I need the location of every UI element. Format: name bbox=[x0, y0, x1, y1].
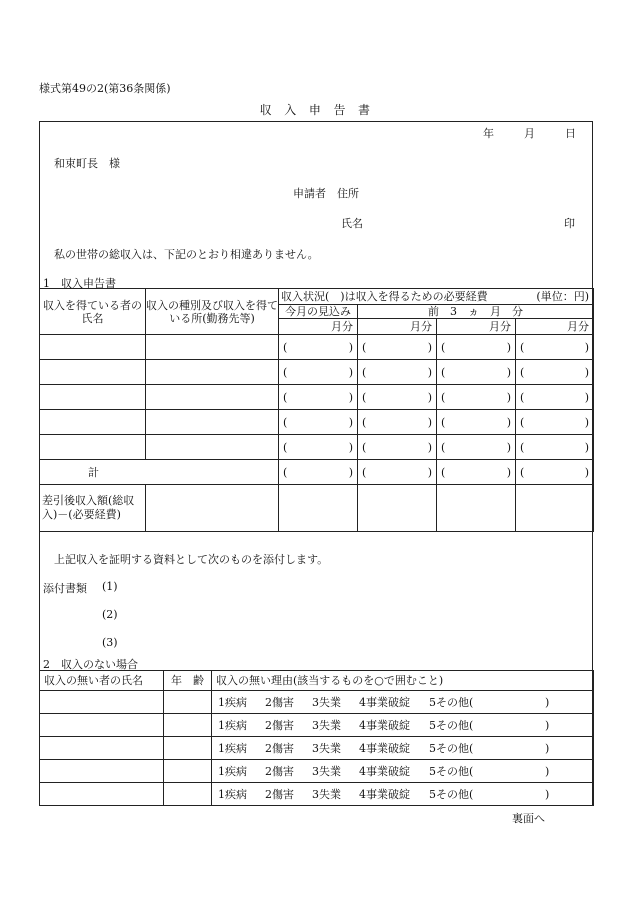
reason-illness[interactable]: 1疾病 bbox=[218, 764, 247, 778]
section1-heading: 1 収入申告書 bbox=[43, 277, 116, 290]
declaration-text: 私の世帯の総収入は、下記のとおり相違ありません。 bbox=[54, 248, 319, 261]
paren-open: ( bbox=[441, 440, 446, 454]
reason-business-failure[interactable]: 4事業破綻 bbox=[359, 764, 410, 778]
no-income-name-cell[interactable] bbox=[40, 760, 164, 783]
paren-open: ( bbox=[441, 465, 446, 479]
earner-name-cell[interactable] bbox=[40, 335, 146, 360]
net-income-row bbox=[40, 485, 594, 532]
document-title: 収 入 申 告 書 bbox=[259, 103, 371, 117]
no-income-name-cell[interactable] bbox=[40, 691, 164, 714]
paren-open: ( bbox=[441, 390, 446, 404]
paren-close: ) bbox=[348, 440, 353, 454]
reason-unemployment[interactable]: 3失業 bbox=[312, 718, 341, 732]
attachment-item-3[interactable]: (3) bbox=[102, 636, 118, 649]
amount-cell[interactable] bbox=[516, 435, 594, 460]
paren-open: ( bbox=[520, 340, 525, 354]
income-type-cell[interactable] bbox=[146, 435, 279, 460]
table-row bbox=[40, 691, 594, 714]
reason-options[interactable] bbox=[212, 783, 594, 806]
reason-other-close: ) bbox=[545, 764, 550, 778]
total-amount-cell[interactable] bbox=[516, 460, 594, 485]
reason-injury[interactable]: 2傷害 bbox=[265, 741, 294, 755]
amount-cell[interactable] bbox=[358, 335, 437, 360]
amount-cell[interactable] bbox=[279, 435, 358, 460]
col-income-type: 収入の種別及び収入を得ている所(勤務先等) bbox=[146, 289, 279, 335]
paren-close: ) bbox=[506, 340, 511, 354]
month-header: 月分 bbox=[516, 319, 594, 335]
earner-name-cell[interactable] bbox=[40, 385, 146, 410]
net-income-label: 差引後収入額(総収入)－(必要経費) bbox=[40, 485, 146, 532]
income-type-cell[interactable] bbox=[146, 335, 279, 360]
paren-close: ) bbox=[427, 340, 432, 354]
attachment-label: 添付書類 bbox=[43, 582, 87, 595]
reason-unemployment[interactable]: 3失業 bbox=[312, 787, 341, 801]
paren-open: ( bbox=[520, 365, 525, 379]
total-amount-cell[interactable] bbox=[358, 460, 437, 485]
paren-open: ( bbox=[283, 365, 288, 379]
no-income-name-cell[interactable] bbox=[40, 714, 164, 737]
paren-close: ) bbox=[506, 390, 511, 404]
paren-close: ) bbox=[348, 340, 353, 354]
no-income-name-cell[interactable] bbox=[40, 737, 164, 760]
reason-other[interactable]: 5その他( bbox=[429, 764, 474, 778]
income-type-cell[interactable] bbox=[146, 410, 279, 435]
table-row bbox=[40, 714, 594, 737]
amount-cell[interactable] bbox=[358, 410, 437, 435]
amount-cell[interactable] bbox=[516, 410, 594, 435]
reason-injury[interactable]: 2傷害 bbox=[265, 695, 294, 709]
age-cell[interactable] bbox=[164, 760, 212, 783]
reason-business-failure[interactable]: 4事業破綻 bbox=[359, 718, 410, 732]
amount-cell[interactable] bbox=[358, 385, 437, 410]
paren-close: ) bbox=[427, 390, 432, 404]
reason-illness[interactable]: 1疾病 bbox=[218, 695, 247, 709]
paren-close: ) bbox=[427, 365, 432, 379]
table-row bbox=[40, 360, 594, 385]
date-field[interactable] bbox=[483, 125, 576, 141]
net-amount-cell[interactable] bbox=[279, 485, 358, 532]
attachment-item-2[interactable]: (2) bbox=[102, 608, 118, 621]
table-row bbox=[40, 385, 594, 410]
paren-open: ( bbox=[441, 340, 446, 354]
reason-other-close: ) bbox=[545, 695, 550, 709]
paren-open: ( bbox=[283, 465, 288, 479]
attachment-item-1[interactable]: (1) bbox=[102, 580, 118, 593]
month-header: 月分 bbox=[358, 319, 437, 335]
reason-other[interactable]: 5その他( bbox=[429, 787, 474, 801]
col-income-status bbox=[279, 289, 594, 305]
paren-close: ) bbox=[584, 440, 589, 454]
table-row bbox=[40, 335, 594, 360]
paren-close: ) bbox=[584, 390, 589, 404]
amount-cell[interactable] bbox=[437, 335, 516, 360]
total-amount-cell[interactable] bbox=[279, 460, 358, 485]
paren-close: ) bbox=[506, 365, 511, 379]
table-row bbox=[40, 435, 594, 460]
addressee: 和束町長 様 bbox=[54, 157, 120, 170]
paren-open: ( bbox=[362, 415, 367, 429]
paren-open: ( bbox=[362, 465, 367, 479]
amount-cell[interactable] bbox=[437, 410, 516, 435]
paren-close: ) bbox=[506, 440, 511, 454]
age-cell[interactable] bbox=[164, 691, 212, 714]
amount-cell[interactable] bbox=[358, 360, 437, 385]
reason-injury[interactable]: 2傷害 bbox=[265, 787, 294, 801]
amount-cell[interactable] bbox=[437, 435, 516, 460]
paren-close: ) bbox=[348, 365, 353, 379]
reason-unemployment[interactable]: 3失業 bbox=[312, 764, 341, 778]
total-row bbox=[40, 460, 594, 485]
reason-illness[interactable]: 1疾病 bbox=[218, 787, 247, 801]
net-income-blank bbox=[146, 485, 279, 532]
age-cell[interactable] bbox=[164, 737, 212, 760]
reason-options[interactable] bbox=[212, 737, 594, 760]
table-row bbox=[40, 410, 594, 435]
paren-open: ( bbox=[283, 440, 288, 454]
paren-open: ( bbox=[441, 415, 446, 429]
amount-cell[interactable] bbox=[279, 410, 358, 435]
reason-other-close: ) bbox=[545, 718, 550, 732]
reason-business-failure[interactable]: 4事業破綻 bbox=[359, 787, 410, 801]
paren-close: ) bbox=[584, 415, 589, 429]
amount-cell[interactable] bbox=[279, 335, 358, 360]
amount-cell[interactable] bbox=[437, 360, 516, 385]
paren-open: ( bbox=[441, 365, 446, 379]
paren-open: ( bbox=[362, 440, 367, 454]
reason-other[interactable]: 5その他( bbox=[429, 741, 474, 755]
see-reverse-note: 裏面へ bbox=[512, 812, 545, 825]
paren-open: ( bbox=[362, 340, 367, 354]
amount-cell[interactable] bbox=[516, 360, 594, 385]
reason-other-close: ) bbox=[545, 741, 550, 755]
col-no-income-name: 収入の無い者の氏名 bbox=[40, 671, 164, 691]
age-cell[interactable] bbox=[164, 714, 212, 737]
paren-close: ) bbox=[584, 465, 589, 479]
paren-close: ) bbox=[348, 465, 353, 479]
earner-name-cell[interactable] bbox=[40, 360, 146, 385]
paren-open: ( bbox=[283, 340, 288, 354]
col-reason: 収入の無い理由(該当するものを○で囲むこと) bbox=[212, 671, 594, 691]
table-row bbox=[40, 760, 594, 783]
total-amount-cell[interactable] bbox=[437, 460, 516, 485]
net-amount-cell[interactable] bbox=[516, 485, 594, 532]
attachment-intro: 上記収入を証明する資料として次のものを添付します。 bbox=[54, 553, 329, 566]
col-prev-three-months: 前 3 ヵ 月 分 bbox=[358, 305, 594, 319]
amount-cell[interactable] bbox=[279, 360, 358, 385]
col-this-month: 今月の見込み bbox=[279, 305, 358, 319]
income-type-cell[interactable] bbox=[146, 385, 279, 410]
reason-illness[interactable]: 1疾病 bbox=[218, 718, 247, 732]
earner-name-cell[interactable] bbox=[40, 410, 146, 435]
applicant-address-label: 申請者 住所 bbox=[293, 187, 359, 200]
paren-open: ( bbox=[520, 440, 525, 454]
income-table bbox=[39, 288, 594, 532]
month-header: 月分 bbox=[279, 319, 358, 335]
amount-cell[interactable] bbox=[516, 335, 594, 360]
amount-cell[interactable] bbox=[358, 435, 437, 460]
amount-cell[interactable] bbox=[437, 385, 516, 410]
reason-options[interactable] bbox=[212, 691, 594, 714]
paren-open: ( bbox=[283, 415, 288, 429]
income-status-label: 収入状況( )は収入を得るための必要経費 bbox=[281, 290, 488, 303]
month-header: 月分 bbox=[437, 319, 516, 335]
reason-unemployment[interactable]: 3失業 bbox=[312, 695, 341, 709]
day-label: 日 bbox=[565, 127, 576, 140]
total-label: 計 bbox=[40, 460, 279, 485]
paren-open: ( bbox=[362, 365, 367, 379]
no-income-table bbox=[39, 670, 594, 806]
paren-close: ) bbox=[348, 415, 353, 429]
paren-close: ) bbox=[584, 340, 589, 354]
no-income-name-cell[interactable] bbox=[40, 783, 164, 806]
paren-open: ( bbox=[520, 415, 525, 429]
paren-close: ) bbox=[506, 415, 511, 429]
col-earner-name: 収入を得ている者の氏名 bbox=[40, 289, 146, 335]
table-row bbox=[40, 737, 594, 760]
reason-unemployment[interactable]: 3失業 bbox=[312, 741, 341, 755]
section2-heading: 2 収入のない場合 bbox=[43, 658, 138, 671]
age-cell[interactable] bbox=[164, 783, 212, 806]
paren-close: ) bbox=[584, 365, 589, 379]
form-number: 様式第49の2(第36条関係) bbox=[39, 82, 171, 95]
reason-illness[interactable]: 1疾病 bbox=[218, 741, 247, 755]
net-amount-cell[interactable] bbox=[358, 485, 437, 532]
table-row bbox=[40, 783, 594, 806]
earner-name-cell[interactable] bbox=[40, 435, 146, 460]
paren-close: ) bbox=[506, 465, 511, 479]
seal-mark: 印 bbox=[564, 217, 575, 230]
paren-open: ( bbox=[520, 390, 525, 404]
net-amount-cell[interactable] bbox=[437, 485, 516, 532]
reason-business-failure[interactable]: 4事業破綻 bbox=[359, 695, 410, 709]
reason-options[interactable] bbox=[212, 714, 594, 737]
paren-close: ) bbox=[427, 415, 432, 429]
paren-close: ) bbox=[427, 465, 432, 479]
reason-business-failure[interactable]: 4事業破綻 bbox=[359, 741, 410, 755]
paren-close: ) bbox=[348, 390, 353, 404]
reason-other[interactable]: 5その他( bbox=[429, 695, 474, 709]
year-label: 年 bbox=[483, 127, 494, 140]
paren-open: ( bbox=[283, 390, 288, 404]
unit-label: (単位：円) bbox=[536, 290, 589, 303]
reason-options[interactable] bbox=[212, 760, 594, 783]
reason-injury[interactable]: 2傷害 bbox=[265, 764, 294, 778]
reason-injury[interactable]: 2傷害 bbox=[265, 718, 294, 732]
income-type-cell[interactable] bbox=[146, 360, 279, 385]
amount-cell[interactable] bbox=[279, 385, 358, 410]
paren-open: ( bbox=[362, 390, 367, 404]
applicant-name-label: 氏名 bbox=[341, 217, 363, 230]
paren-open: ( bbox=[520, 465, 525, 479]
month-label: 月 bbox=[524, 127, 535, 140]
amount-cell[interactable] bbox=[516, 385, 594, 410]
col-age: 年 齢 bbox=[164, 671, 212, 691]
reason-other[interactable]: 5その他( bbox=[429, 718, 474, 732]
reason-other-close: ) bbox=[545, 787, 550, 801]
paren-close: ) bbox=[427, 440, 432, 454]
